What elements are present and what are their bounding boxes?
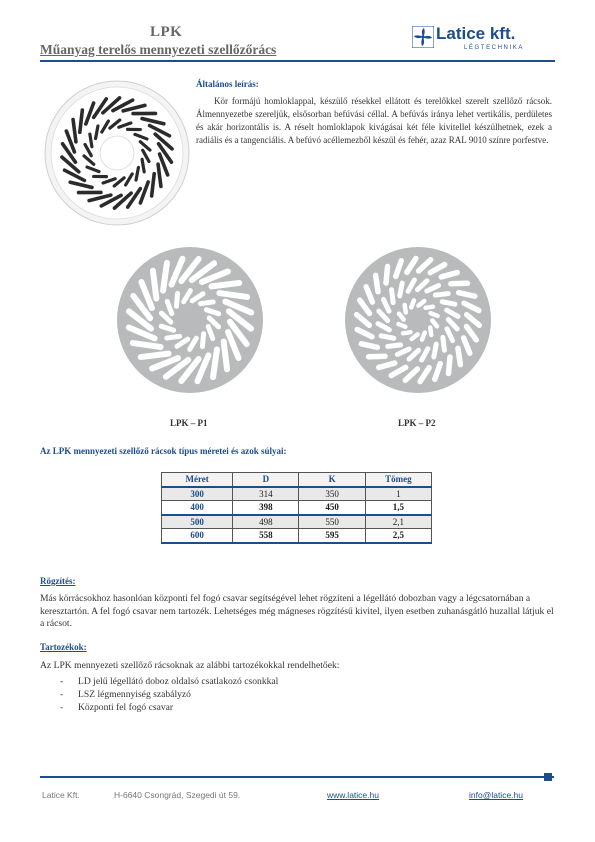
table-cell: 300 (162, 487, 233, 501)
logo-tagline: LÉGTECHNIKA (464, 45, 524, 51)
header-divider (40, 60, 555, 62)
table-cell: 450 (299, 501, 365, 515)
footer-marker (544, 773, 552, 781)
table-cell: 2,5 (365, 529, 431, 543)
table-cell: 498 (233, 515, 299, 529)
table-row (162, 515, 432, 529)
dimensions-table (161, 472, 432, 544)
diffuser-slot (366, 353, 388, 359)
table-header-row (162, 473, 432, 487)
list-item: - LSZ légmennyiség szabályzó (40, 689, 278, 702)
column-header: D (233, 473, 299, 487)
fixing-heading: Rögzítés: (40, 576, 76, 586)
table-cell: 400 (162, 501, 233, 515)
footer-address: H-6640 Csongrád, Szegedi út 59. (114, 790, 241, 800)
accessories-list (40, 676, 278, 714)
general-description-heading: Általános leírás: (196, 79, 259, 89)
table-cell: 1 (365, 487, 431, 501)
table-cell: 500 (162, 515, 233, 529)
fan-logo-icon (412, 26, 434, 48)
table-cell: 600 (162, 529, 233, 543)
dimensions-heading: Az LPK mennyezeti szellőző rácsok típus méretei és azok súlyai: (40, 446, 287, 456)
variant-p2-caption: LPK – P2 (398, 418, 436, 428)
variant-p2-drawing (338, 246, 498, 394)
diffuser-slot (126, 128, 142, 131)
accessories-heading: Tartozékok: (40, 642, 87, 652)
footer-divider (40, 776, 554, 778)
table-cell: 398 (233, 501, 299, 515)
website-link[interactable]: www.latice.hu (327, 790, 379, 800)
table-cell: 2,1 (365, 515, 431, 529)
general-description (196, 78, 552, 147)
table-row (162, 529, 432, 543)
table-cell: 314 (233, 487, 299, 501)
list-item: - Központi fel fogó csavar (40, 702, 278, 715)
column-header: Méret (162, 473, 233, 487)
table-cell: 595 (299, 529, 365, 543)
table-row (162, 501, 432, 515)
table-row (162, 487, 432, 501)
table-cell: 550 (299, 515, 365, 529)
product-photo (44, 80, 190, 226)
email-link[interactable]: info@latice.hu (469, 790, 523, 800)
table-cell: 1,5 (365, 501, 431, 515)
table-cell: 350 (299, 487, 365, 501)
list-item: - LD jelű légellátó doboz oldalsó csatlakozó csonkkal (40, 676, 278, 689)
variant-p1-drawing (110, 246, 270, 394)
footer-company: Latice Kft. (42, 790, 80, 800)
diffuser-slot (448, 280, 470, 286)
accessories-intro: Az LPK mennyezeti szellőző rácsoknak az alábbi tartozékokkal rendelhetőek: (40, 660, 340, 671)
page-subtitle: Műanyag terelős mennyezeti szellőzőrács (40, 42, 277, 57)
logo-name: Latice kft. (436, 24, 516, 43)
table-cell: 558 (233, 529, 299, 543)
diffuser-slot (77, 191, 103, 195)
diffuser-slot (92, 175, 108, 178)
page-title: LPK (150, 24, 183, 40)
general-description-text: Kör formájú homloklappal, készülő résekkel ellátott és terelőkkel szerelt szellőző rácsok. Álmennyezetbe szereljük, elsősorban befúvási céllal. A befúvás iránya lehet vertikális, perdületes és akár horizontális is. A réselt homloklapok kivágásai két féle kivitellel készülhetnek, ezek a radiális és a tangenciális. A befúvó acéllemezből készül és fehér, azaz RAL 9010 színre porfestve. (196, 95, 552, 145)
column-header: Tömeg (365, 473, 431, 487)
diffuser-slot (131, 112, 157, 116)
page-header (40, 20, 555, 58)
column-header: K (299, 473, 365, 487)
variant-p1-caption: LPK – P1 (170, 418, 208, 428)
company-logo (412, 24, 555, 58)
fixing-text: Más körrácsokhoz hasonlóan központi fel fogó csavar segítségével lehet rögzíteni a légellátó dobozban vagy a légcsatornában a keresztartón. A fel fogó csavar nem tartozék. Lehetséges még mágneses rögzítésű kivitel, ilyen esetben zuhanásgátló huzallal látjuk el a rácsot. (40, 593, 554, 630)
